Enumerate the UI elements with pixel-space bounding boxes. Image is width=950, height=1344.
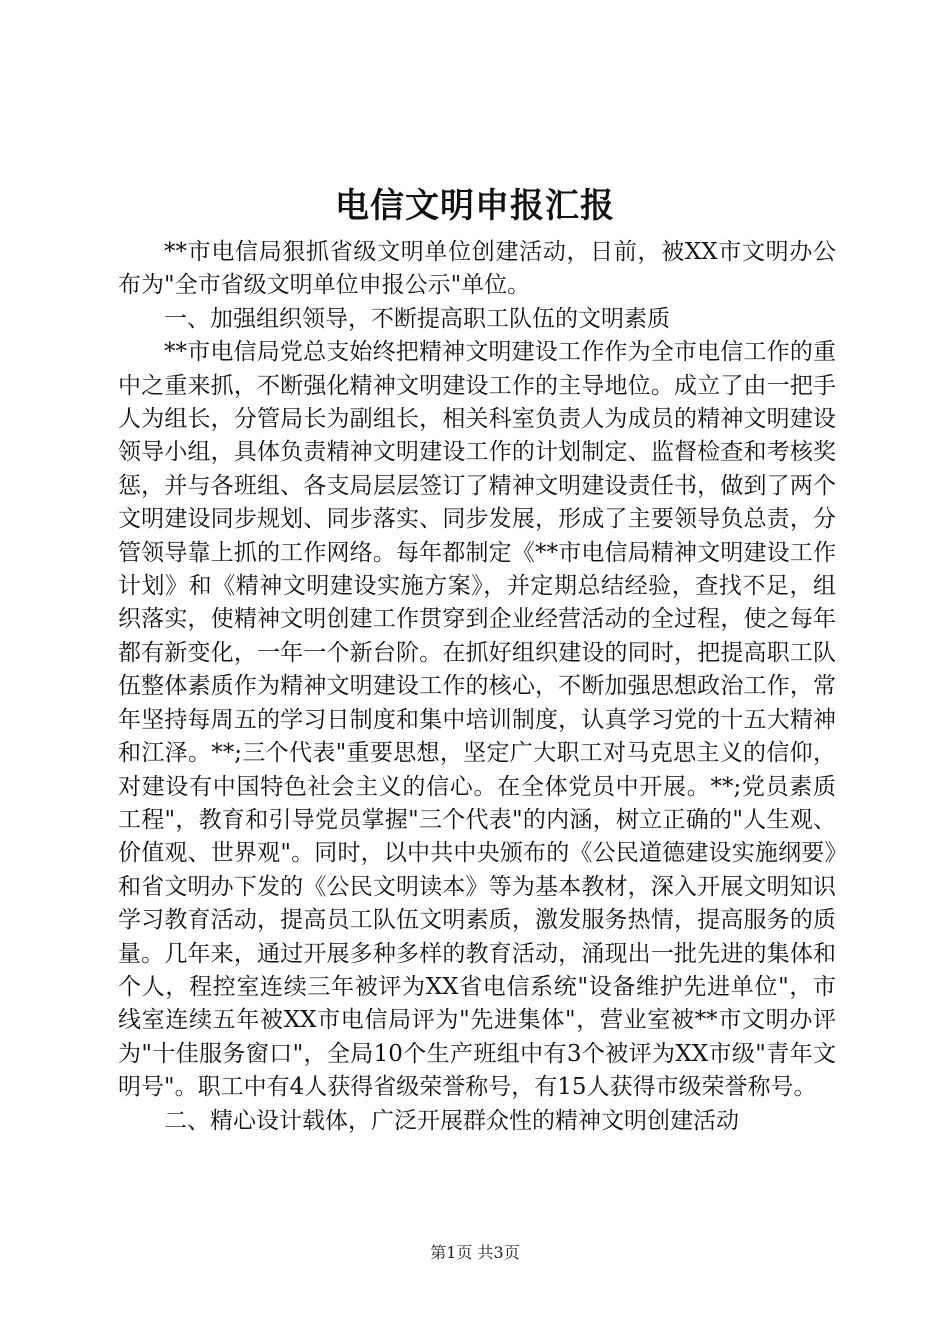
section-heading-1: 一、加强组织领导，不断提高职工队伍的文明素质 — [164, 305, 670, 332]
document-title: 电信文明申报汇报 — [335, 186, 615, 226]
section-heading-2: 二、精心设计载体，广泛开展群众性的精神文明创建活动 — [164, 1107, 739, 1134]
document-body — [118, 236, 836, 1138]
paragraph-intro: **市电信局狠抓省级文明单位创建活动，日前，被XX市文明办公布为"全市省级文明单位申报公示"单位。 — [118, 239, 836, 299]
paragraph-section-1-body: **市电信局党总支始终把精神文明建设工作作为全市电信工作的重中之重来抓，不断强化精神文明建设工作的主导地位。成立了由一把手人为组长，分管局长为副组长，相关科室负责人为成员的精神文明建设领导小组，具体负责精神文明建设工作的计划制定、监督检查和考核奖惩，并与各班组、各支局层层签订了精神文明建设责任书，做到了两个文明建设同步规划、同步落实、同步发展，形成了主要领导负总责，分管领导靠上抓的工作网络。每年都制定《**市电信局精神文明建设工作计划》和《精神文明建设实施方案》，并定期总结经验，查找不足，组织落实，使精神文明创建工作贯穿到企业经营活动的全过程，使之每年都有新变化，一年一个新台阶。在抓好组织建设的同时，把提高职工队伍整体素质作为精神文明建设工作的核心，不断加强思想政治工作，常年坚持每周五的学习日制度和集中培训制度，认真学习党的十五大精神和江泽。**;三个代表"重要思想，坚定广大职工对马克思主义的信仰，对建设有中国特色社会主义的信心。在全体党员中开展。**;党员素质工程"，教育和引导党员掌握"三个代表"的内涵，树立正确的"人生观、价值观、世界观"。同时，以中共中央颁布的《公民道德建设实施纲要》和省文明办下发的《公民文明读本》等为基本教材，深入开展文明知识学习教育活动，提高员工队伍文明素质，激发服务热情，提高服务的质量。几年来，通过开展多种多样的教育活动，涌现出一批先进的集体和个人，程控室连续三年被评为XX省电信系统"设备维护先进单位"，市线室连续五年被XX市电信局评为"先进集体"，营业室被**市文明办评为"十佳服务窗口"，全局10个生产班组中有3个被评为XX市级"青年文明号"。职工中有4人获得省级荣誉称号，有15人获得市级荣誉称号。 — [118, 339, 836, 1101]
page-footer: 第1页 共3页 — [430, 1243, 520, 1262]
